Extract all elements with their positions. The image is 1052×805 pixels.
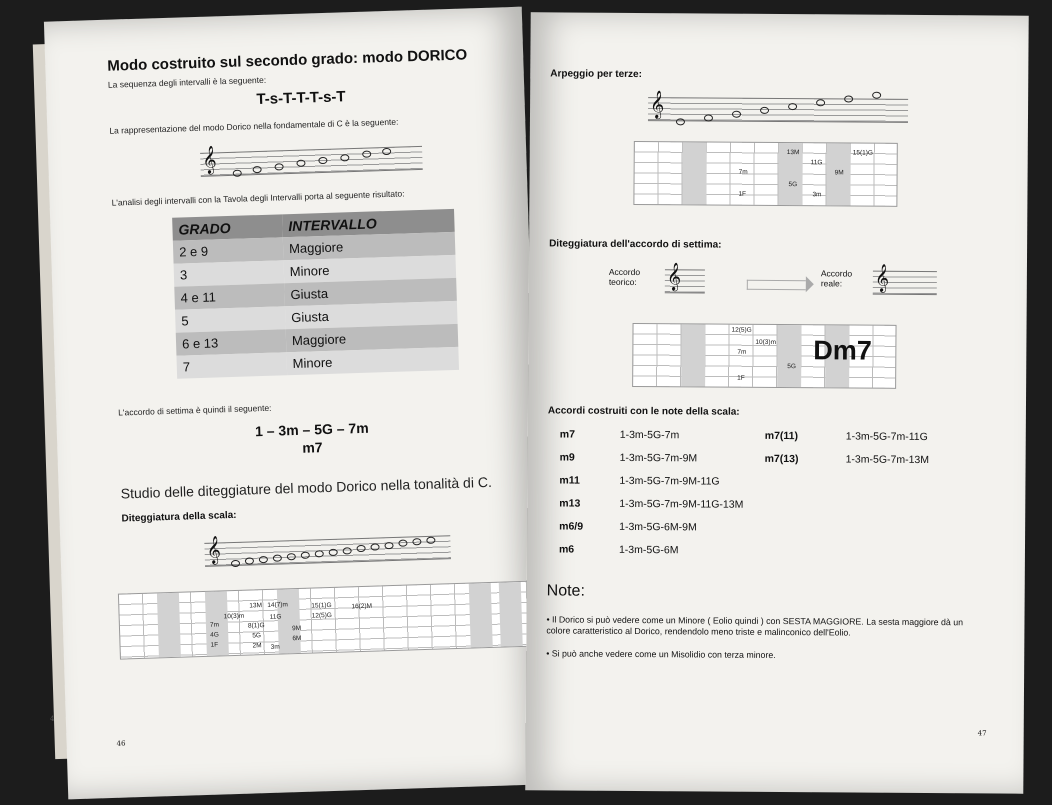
fret-label: 2M: [252, 642, 262, 650]
arpeggio-staff: [648, 90, 908, 123]
note: [426, 537, 435, 544]
fret-label: 4G: [210, 631, 220, 639]
fret-highlight: [777, 325, 801, 387]
fret-label: 7m: [737, 348, 747, 356]
analysis-intro: L'analisi degli intervalli con la Tavola degli Intervalli porta al seguente risultato:: [111, 188, 405, 208]
chord-name: m13: [559, 497, 581, 510]
cell-grado: 4 e 11: [174, 283, 285, 309]
header-intervallo: INTERVALLO: [282, 209, 455, 237]
fret-label: 13M: [249, 602, 263, 610]
chord-fretboard: [632, 323, 896, 389]
arpeggio-title: Arpeggio per terze:: [550, 68, 643, 81]
notes-title: Note:: [546, 582, 585, 600]
fret-label: 9M: [834, 169, 844, 177]
fret-label: 12(5)G: [731, 326, 752, 334]
chord-formula: 1-3m-5G-7m: [619, 428, 680, 442]
sequence-intro: La sequenza degli intervalli è la seguente:: [107, 74, 267, 90]
chord-intro: L'accordo di settima è quindi il seguente:: [118, 402, 272, 418]
treble-clef-icon: 𝄞: [874, 263, 890, 292]
page-title: Modo costruito sul secondo grado: modo DORICO: [107, 46, 468, 75]
chord-symbol: Dm7: [813, 335, 873, 366]
fret-highlight: [682, 142, 706, 204]
note: [287, 553, 296, 560]
note: [259, 556, 268, 563]
note: [296, 160, 305, 167]
chord-name: m7(13): [764, 452, 799, 466]
fret-label: 15(1)G: [311, 601, 332, 610]
arrow-icon: [747, 280, 806, 290]
chords-list: [559, 428, 1000, 581]
note-paragraph: • Il Dorico si può vedere come un Minore ( Eolio quindi ) con SESTA MAGGIORE. La sesta maggiore dà un colore caratteristico al Dorico, rendendolo meno triste e malinconico dell'Eolio.: [546, 614, 964, 638]
chord-name: m7: [559, 428, 576, 441]
scale-staff: [204, 535, 451, 567]
note: [704, 114, 713, 121]
fret-label: 5G: [788, 181, 798, 189]
fret-highlight: [681, 324, 705, 386]
treble-clef-icon: 𝄞: [666, 262, 682, 291]
fret-label: 3m: [812, 191, 822, 199]
note: [816, 99, 825, 106]
cell-grado: 2 e 9: [173, 237, 284, 263]
chord-name: m9: [559, 451, 575, 464]
note-paragraph: • Si può anche vedere come un Misolidio con terza minore.: [546, 648, 776, 660]
note: [732, 111, 741, 118]
cell-grado: 3: [174, 260, 285, 286]
note: [343, 547, 352, 554]
note: [788, 103, 797, 110]
cell-intervallo: Giusta: [285, 301, 458, 329]
chord-formula: 1-3m-5G-7m-11G: [845, 430, 928, 444]
representation-intro: La rappresentazione del modo Dorico nella fondamentale di C è la seguente:: [109, 116, 399, 136]
fret-label: 15(1)G: [852, 149, 874, 157]
treble-clef-icon: 𝄞: [201, 145, 217, 174]
note: [253, 166, 262, 173]
cell-grado: 7: [176, 352, 287, 378]
note: [315, 550, 324, 557]
cell-intervallo: Minore: [286, 347, 459, 375]
header-grado: GRADO: [172, 214, 283, 240]
page-edge-number: 4: [50, 715, 55, 723]
interval-sequence: T-s-T-T-T-s-T: [256, 88, 346, 109]
chord-formula: 1-3m-5G-7m-9M-11G: [619, 474, 720, 488]
cell-intervallo: Maggiore: [283, 232, 456, 260]
fret-label: 7m: [209, 621, 220, 629]
note: [329, 549, 338, 556]
chord-formula: 1-3m-5G-7m-9M-11G-13M: [619, 497, 744, 511]
theoretical-chord-staff: [665, 262, 705, 293]
page-number: 47: [977, 729, 987, 738]
note: [231, 560, 240, 567]
arpeggio-fretboard: [633, 141, 897, 207]
note: [370, 543, 379, 550]
real-chord-label: Accordo reale:: [820, 268, 853, 289]
dorian-staff: [200, 146, 423, 177]
scale-chords-title: Accordi costruiti con le note della scala:: [547, 405, 740, 418]
fret-highlight: [469, 583, 493, 648]
fret-label: 11G: [810, 159, 823, 167]
note: [382, 148, 391, 155]
note: [340, 154, 349, 161]
note: [384, 542, 393, 549]
fret-label: 12(5)G: [311, 611, 333, 620]
chord-formula: 1-3m-5G-7m-13M: [845, 453, 930, 467]
treble-clef-icon: 𝄞: [206, 535, 222, 564]
chord-name: m6/9: [559, 520, 584, 533]
chord-name: m6: [558, 543, 575, 556]
note: [412, 538, 421, 545]
treble-clef-icon: 𝄞: [649, 90, 665, 119]
note: [362, 150, 371, 157]
interval-table: [172, 209, 459, 379]
study-title: Studio delle diteggiature del modo Dorico nella tonalità di C.: [120, 473, 493, 502]
right-page: [525, 12, 1028, 793]
chord-name: m11: [559, 474, 580, 487]
chord-formula: 1-3m-5G-7m-9M: [619, 451, 698, 465]
cell-grado: 6 e 13: [176, 329, 287, 355]
fret-label: 9M: [291, 624, 302, 633]
note: [356, 545, 365, 552]
left-page: [44, 7, 546, 800]
fret-label: 5G: [787, 363, 796, 371]
note: [233, 170, 242, 177]
fret-label: 1F: [737, 374, 745, 382]
page-number: 46: [116, 739, 126, 748]
note: [676, 118, 685, 125]
cell-grado: 5: [175, 306, 286, 332]
note: [274, 163, 283, 170]
fret-label: 11G: [269, 613, 282, 621]
note: [301, 552, 310, 559]
cell-intervallo: Maggiore: [286, 324, 459, 352]
fret-label: 10(3)m: [755, 338, 777, 346]
fret-highlight: [499, 582, 523, 647]
scale-fingering-title: Diteggiatura della scala:: [121, 509, 237, 525]
fret-label: 1F: [210, 641, 219, 649]
fret-label: 5G: [252, 632, 262, 640]
chord-name: m7(11): [764, 429, 799, 443]
chord-formula: 1 – 3m – 5G – 7m: [254, 419, 369, 440]
note: [872, 92, 881, 99]
fret-label: 8(1)G: [247, 622, 265, 630]
fret-label: 3m: [270, 643, 280, 651]
note: [760, 107, 769, 114]
fret-label: 14(7)m: [267, 601, 289, 609]
fret-highlight: [277, 589, 301, 654]
note: [398, 540, 407, 547]
chord-name: m7: [302, 439, 323, 456]
chord-formula: 1-3m-5G-6M-9M: [619, 520, 697, 534]
cell-intervallo: Giusta: [284, 278, 457, 306]
note: [318, 157, 327, 164]
note: [273, 554, 282, 561]
fret-label: 1F: [738, 190, 747, 198]
fret-label: 7m: [738, 168, 748, 176]
fret-label: 10(3)m: [223, 612, 245, 621]
fret-highlight: [157, 593, 181, 658]
cell-intervallo: Minore: [283, 255, 456, 283]
note: [245, 557, 254, 564]
theoretical-chord-label: Accordo teorico:: [608, 266, 641, 288]
fret-label: 16(2)M: [351, 602, 373, 611]
fret-label: 6M: [292, 634, 302, 643]
note: [844, 95, 853, 102]
scale-fretboard: [118, 581, 530, 660]
chord-formula: 1-3m-5G-6M: [618, 543, 679, 557]
fret-label: 13M: [786, 149, 800, 157]
real-chord-staff: [873, 263, 937, 295]
seventh-chord-title: Diteggiatura dell'accordo di settima:: [549, 238, 722, 251]
